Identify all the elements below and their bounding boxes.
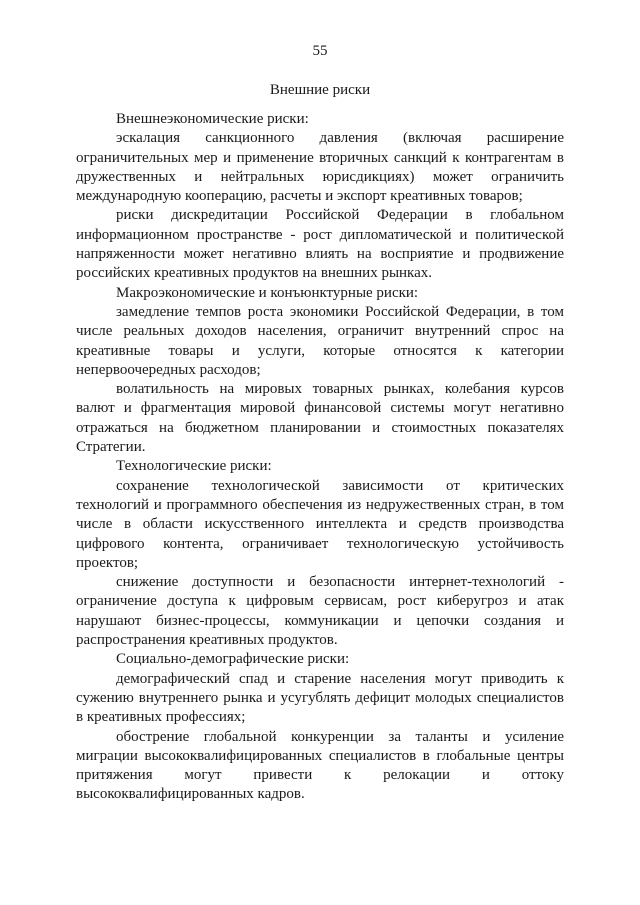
paragraph-demographic-decline: демографический спад и старение населения могут приводить к сужению внутреннего рынка и усугублять дефицит молодых специалистов в креативных профессиях; [76,670,564,726]
paragraph-macroeconomic-heading: Макроэкономические и конъюнктурные риски: [116,284,419,301]
page-number: 55 [312,43,328,59]
paragraph-economic-slowdown: замедление темпов роста экономики Российской Федерации, в том числе реальных доходов населения, ограничит внутренний спрос на креативные товары и услуги, которые относятся к категории непервоочередных расходов; [76,303,564,378]
body-text [76,110,564,805]
paragraph-sanctions: эскалация санкционного давления (включая расширение ограничительных мер и применение вторичных санкций к контрагентам в дружественных и нейтральных юрисдикциях) может ограничить международную кооперацию, расчеты и экспорт креативных товаров; [76,130,564,205]
section-title: Внешние риски [269,82,371,98]
paragraph-external-economic-heading: Внешнеэкономические риски: [116,111,309,127]
paragraph-socio-demographic-heading: Социально-демографические риски: [116,651,350,668]
paragraph-internet-security: снижение доступности и безопасности интернет-технологий - ограничение доступа к цифровым сервисам, рост киберугроз и атак нарушают бизнес-процессы, коммуникации и цепочки создания и распространения креативных продуктов. [76,574,564,649]
paragraph-tech-dependence: сохранение технологической зависимости от критических технологий и программного обеспечения из недружественных стран, в том числе в области искусственного интеллекта и средств производства цифрового контента, ограничивает технологическую устойчивость проектов; [76,477,564,571]
paragraph-talent-competition: обострение глобальной конкуренции за таланты и усиление миграции высококвалифицированных специалистов в глобальные центры притяжения могут привести к релокации и оттоку высококвалифицированных кадров. [76,728,564,803]
paragraph-discreditation: риски дискредитации Российской Федерации в глобальном информационном пространстве - рост дипломатической и политической напряженности может негативно влиять на восприятие и продвижение российских креативных продуктов на внешних рынках. [76,207,564,282]
paragraph-technological-heading: Технологические риски: [116,458,272,475]
paragraph-volatility: волатильность на мировых товарных рынках, колебания курсов валют и фрагментация мировой финансовой системы могут негативно отражаться на бюджетном планировании и стоимостных показателях Стратегии. [76,381,564,456]
